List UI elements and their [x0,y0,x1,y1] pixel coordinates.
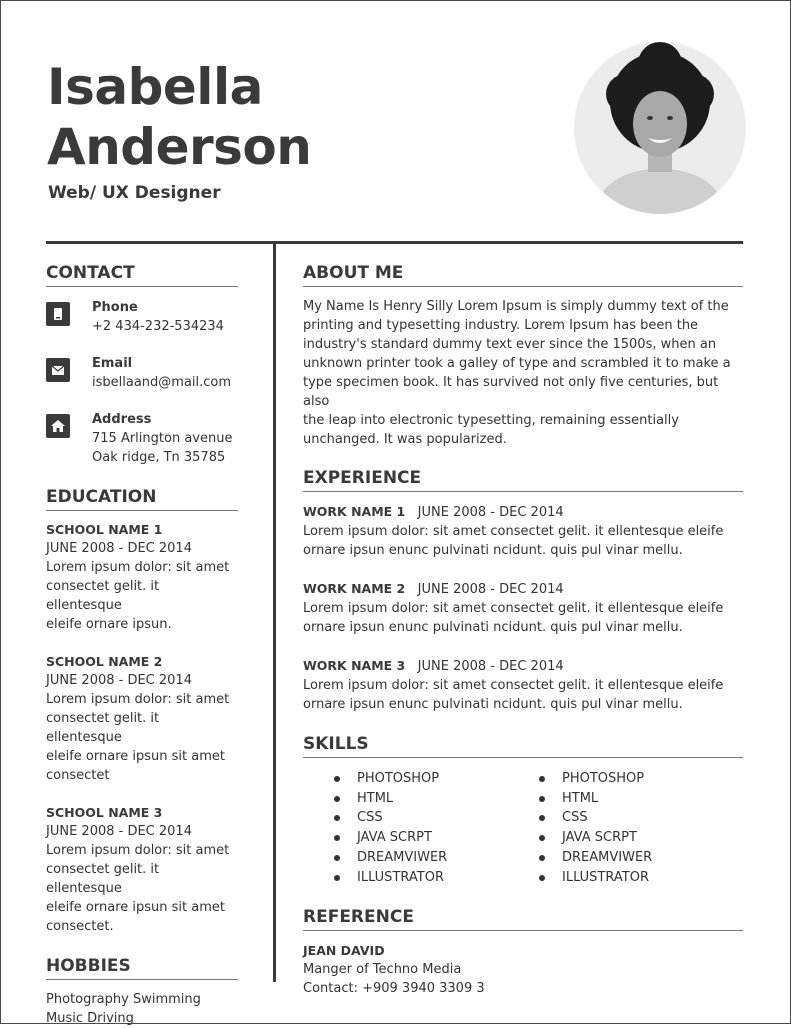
about-text [303,297,743,449]
about-line: unchanged. It was popularized. [303,432,507,447]
reference-heading: REFERENCE [303,907,743,931]
experience-entry [303,502,743,560]
skills-column-2 [538,769,743,887]
education-entry [46,652,238,785]
skill-item: DREAMVIWER [538,848,743,868]
reference-entry [303,941,743,998]
school-desc-line: consectet gelit. it ellentesque [46,862,160,896]
skill-item: JAVA SCRPT [333,828,538,848]
work-dates: JUNE 2008 - DEC 2014 [417,582,564,597]
email-value: isbellaand@mail.com [92,375,232,390]
skill-item: HTML [333,789,538,809]
school-dates: JUNE 2008 - DEC 2014 [46,541,192,556]
experience-heading: EXPERIENCE [303,468,743,492]
school-desc-line: consectet. [46,919,114,934]
profile-photo [574,42,746,214]
last-name: Anderson [47,118,312,176]
hobbies-line: Photography Swimming [46,992,201,1007]
skill-item: PHOTOSHOP [538,769,743,789]
school-desc-line: eleife ornare ipsun. [46,617,172,632]
experience-entry [303,579,743,637]
mail-icon [46,358,70,382]
right-column [303,263,743,998]
phone-value: +2 434-232-534234 [92,319,224,334]
reference-name: JEAN DAVID [303,943,385,959]
reference-contact: Contact: +909 3940 3309 3 [303,981,485,997]
education-entry [46,803,238,936]
work-dates: JUNE 2008 - DEC 2014 [417,659,564,674]
experience-entry [303,656,743,714]
about-heading: ABOUT ME [303,263,743,287]
email-label: Email [92,356,133,371]
address-line-1: 715 Arlington avenue [92,431,233,446]
school-desc-line: Lorem ipsum dolor: sit amet [46,692,230,707]
school-dates: JUNE 2008 - DEC 2014 [46,673,192,688]
skills-column-1 [333,769,538,887]
work-desc-line: ornare ipsun enunc pulvinati ncidunt. quis pul vinar mellu. [303,620,683,635]
skill-item: PHOTOSHOP [333,769,538,789]
hobbies-heading: HOBBIES [46,956,238,980]
work-desc-line: ornare ipsun enunc pulvinati ncidunt. quis pul vinar mellu. [303,697,683,712]
phone-label: Phone [92,300,138,315]
skill-item: JAVA SCRPT [538,828,743,848]
school-desc-line: consectet gelit. it ellentesque [46,579,160,613]
work-name: WORK NAME 1 [303,504,406,519]
about-line: type specimen book. It has survived not only five centuries, but also [303,375,719,409]
school-name: SCHOOL NAME 3 [46,805,163,820]
school-desc-line: Lorem ipsum dolor: sit amet [46,843,230,858]
school-name: SCHOOL NAME 1 [46,522,163,537]
education-entry [46,520,238,634]
home-icon [46,414,70,438]
work-dates: JUNE 2008 - DEC 2014 [417,505,564,520]
about-line: printing and typesetting industry. Lorem Ipsum has been the [303,318,699,333]
person-portrait-icon [574,42,746,214]
contact-heading: CONTACT [46,263,238,287]
contact-address [46,410,238,467]
skill-item: HTML [538,789,743,809]
contact-email [46,354,238,392]
reference-position: Manger of Techno Media [303,962,462,978]
hobbies-line: Music Driving [46,1011,134,1026]
about-line: the leap into electronic typesetting, remaining essentially [303,413,679,428]
school-desc-line: consectet [46,768,110,783]
skill-item: ILLUSTRATOR [333,868,538,888]
skills-list [303,769,743,887]
header-divider [46,241,743,244]
job-title: Web/ UX Designer [48,183,221,203]
about-line: unknown printer took a galley of type and scrambled it to make a [303,356,731,371]
work-name: WORK NAME 2 [303,581,406,596]
work-name: WORK NAME 3 [303,658,406,673]
about-line: industry's standard dummy text ever since the 1500s, when an [303,337,717,352]
full-name [47,57,311,177]
contact-phone [46,298,238,336]
phone-icon [46,302,70,326]
school-desc-line: consectet gelit. it ellentesque [46,711,160,745]
skills-heading: SKILLS [303,734,743,758]
work-desc-line: Lorem ipsum dolor: sit amet consectet gelit. it ellentesque eleife [303,601,724,616]
work-desc-line: Lorem ipsum dolor: sit amet consectet gelit. it ellentesque eleife [303,678,724,693]
column-divider [273,241,276,982]
work-desc-line: ornare ipsun enunc pulvinati ncidunt. quis pul vinar mellu. [303,543,683,558]
school-dates: JUNE 2008 - DEC 2014 [46,824,192,839]
address-line-2: Oak ridge, Tn 35785 [92,450,226,465]
school-name: SCHOOL NAME 2 [46,654,163,669]
first-name: Isabella [47,58,263,116]
skill-item: CSS [538,808,743,828]
about-line: My Name Is Henry Silly Lorem Ipsum is simply dummy text of the [303,299,729,314]
skill-item: ILLUSTRATOR [538,868,743,888]
school-desc-line: eleife ornare ipsun sit amet [46,900,225,915]
left-column [46,263,238,1028]
skill-item: CSS [333,808,538,828]
address-label: Address [92,412,152,427]
work-desc-line: Lorem ipsum dolor: sit amet consectet gelit. it ellentesque eleife [303,524,724,539]
skill-item: DREAMVIWER [333,848,538,868]
education-heading: EDUCATION [46,487,238,511]
school-desc-line: eleife ornare ipsun sit amet [46,749,225,764]
school-desc-line: Lorem ipsum dolor: sit amet [46,560,230,575]
hobbies-list [46,990,238,1028]
